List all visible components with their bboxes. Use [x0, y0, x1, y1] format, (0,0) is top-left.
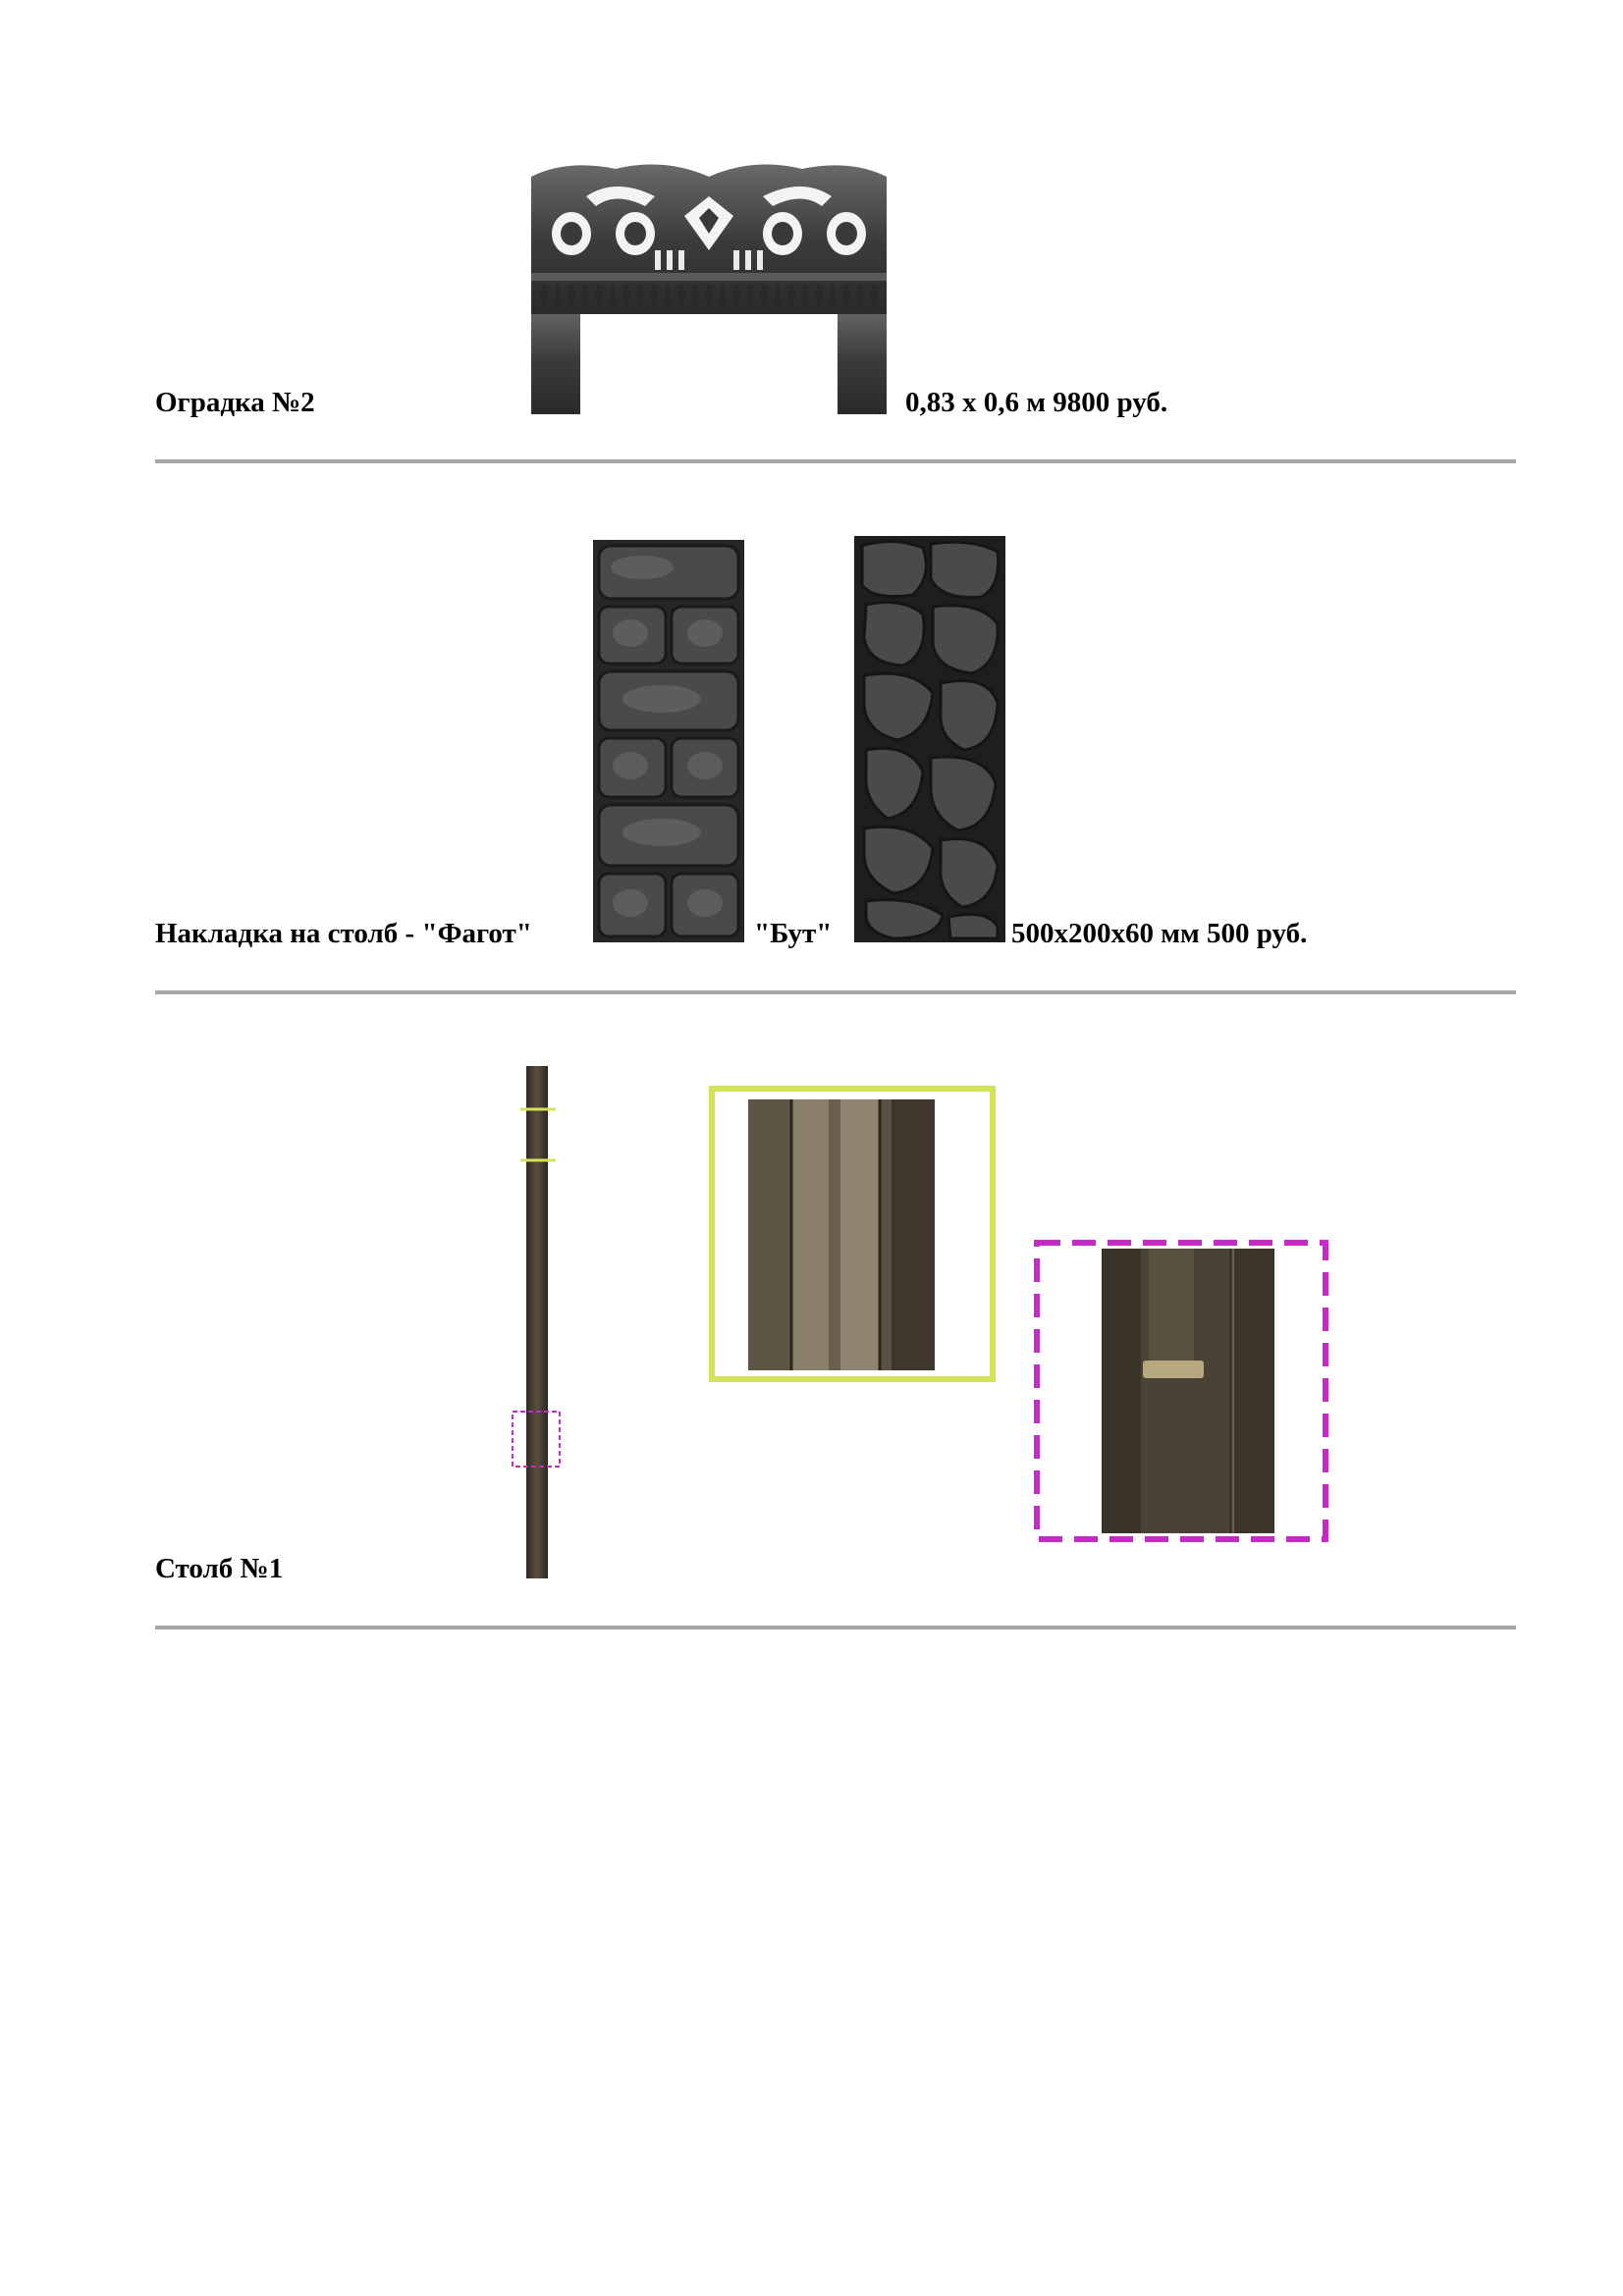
item-spec: 500х200х60 мм 500 руб. [1011, 918, 1308, 949]
item-name: Столб №1 [155, 1553, 284, 1584]
divider [155, 1626, 1516, 1629]
item-name: Накладка на столб - "Фагот" [155, 918, 532, 949]
item-spec: 0,83 х 0,6 м 9800 руб. [905, 387, 1168, 418]
item-variant: "Бут" [754, 918, 833, 949]
post-bracket-detail-image [1033, 1239, 1329, 1543]
post-image [507, 1066, 566, 1578]
but-overlay-image [854, 536, 1005, 942]
divider [155, 990, 1516, 994]
fence-image [527, 157, 891, 414]
post-detail-image [709, 1086, 996, 1382]
fagot-overlay-image [593, 540, 744, 942]
item-name: Оградка №2 [155, 387, 315, 418]
divider [155, 459, 1516, 463]
